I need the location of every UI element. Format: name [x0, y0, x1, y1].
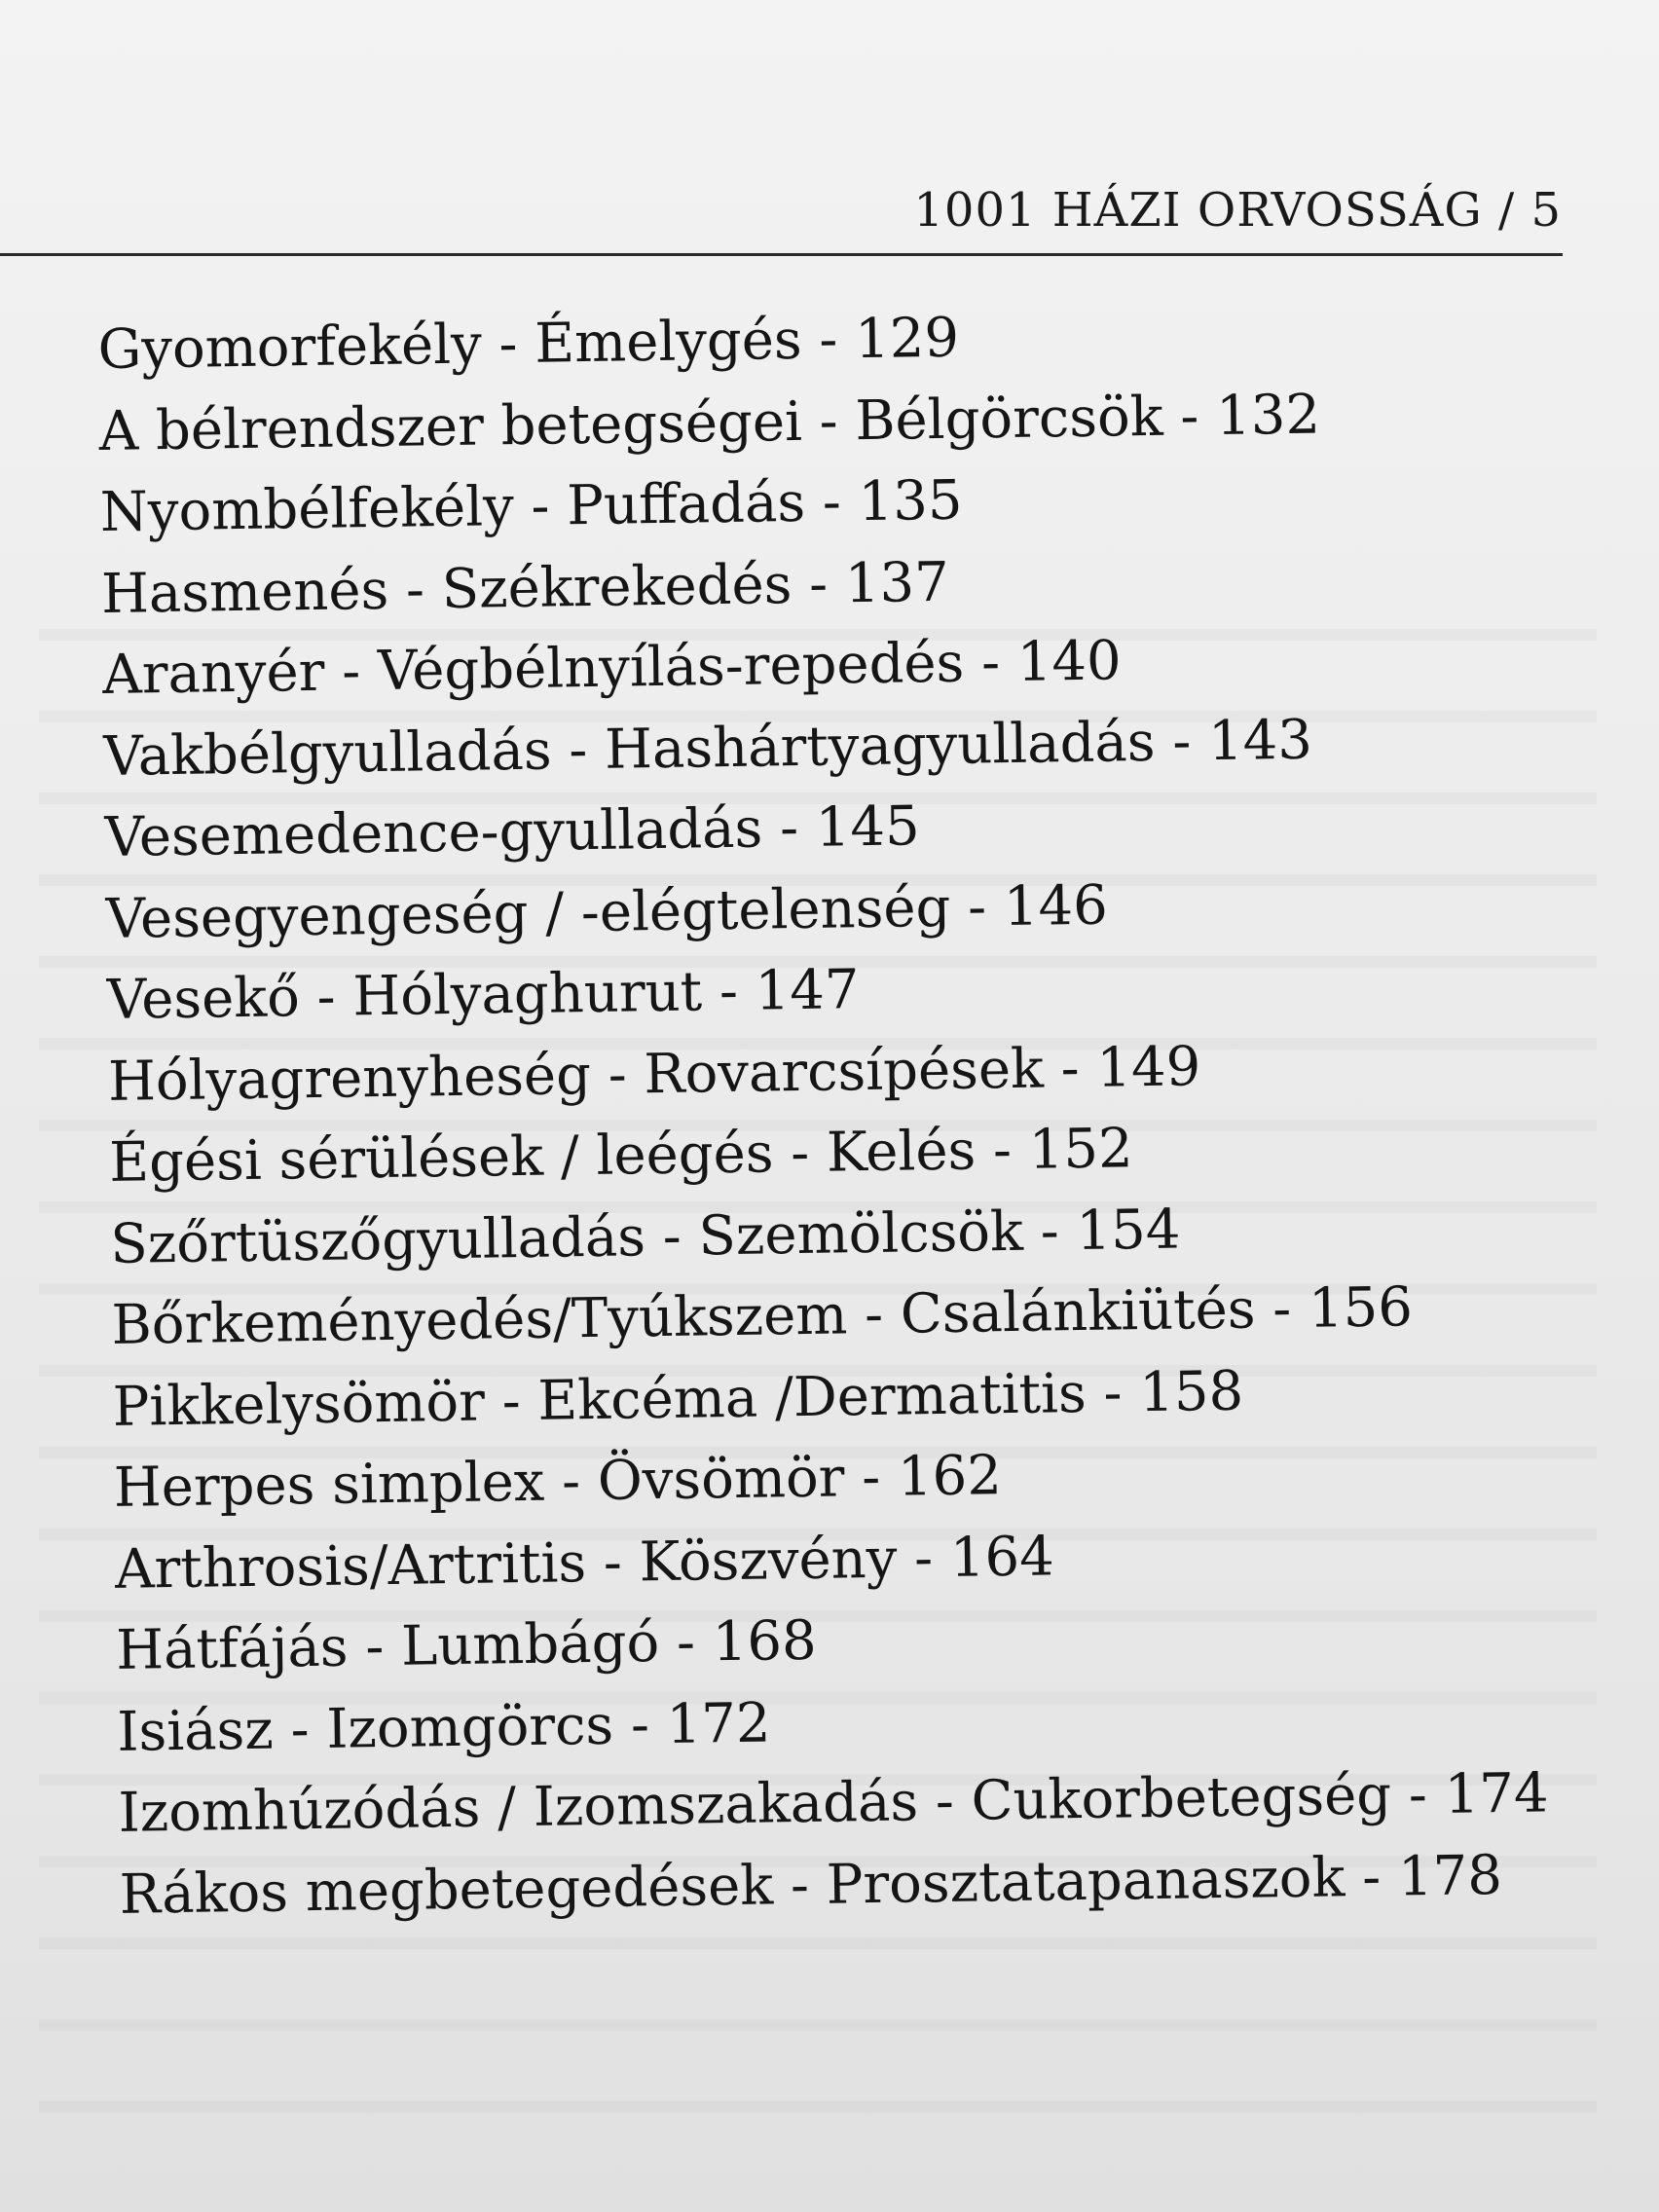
toc-entry: Vakbélgyulladás - Hashártyagyulladás - 143: [102, 708, 1313, 789]
toc-entry: Vesegyengeség / -elégtelenség - 146: [105, 873, 1109, 951]
toc-entry: Égési sérülések / leégés - Kelés - 152: [108, 1117, 1134, 1195]
toc-entry: Hátfájás - Lumbágó - 168: [115, 1608, 818, 1682]
toc-entry: Isiász - Izomgörcs - 172: [116, 1690, 772, 1764]
toc-entry: Vesekő - Hólyaghurut - 147: [106, 958, 861, 1032]
toc-entry: Szőrtüszőgyulladás - Szemölcsök - 154: [109, 1198, 1181, 1276]
toc-entry: Hasmenés - Székrekedés - 137: [100, 550, 950, 626]
toc-entry: Bőrkeményedés/Tyúkszem - Csalánkiütés - 156: [111, 1275, 1414, 1357]
toc-entry: Izomhúzódás / Izomszakadás - Cukorbetegség - 174: [118, 1761, 1549, 1845]
toc-entry: Arthrosis/Artritis - Köszvény - 164: [114, 1524, 1055, 1602]
toc-entry: Pikkelysömör - Ekcéma /Dermatitis - 158: [112, 1359, 1244, 1439]
header-rule: [0, 253, 1563, 256]
running-header: 1001 HÁZI ORVOSSÁG / 5: [913, 183, 1562, 238]
toc-entry: A bélrendszer betegségei - Bélgörcsök - 132: [98, 382, 1321, 463]
toc-entry: Hólyagrenyheség - Rovarcsípések - 149: [107, 1034, 1201, 1114]
toc-entry: Aranyér - Végbélnyílás-repedés - 140: [101, 629, 1123, 707]
toc-entry: Rákos megbetegedések - Prosztatapanaszok - 178: [119, 1843, 1503, 1927]
table-of-contents: [97, 289, 1550, 1935]
toc-entry: Vesemedence-gyulladás - 145: [104, 794, 921, 869]
toc-entry: Nyombélfekély - Puffadás - 135: [99, 468, 963, 544]
toc-entry: Gyomorfekély - Émelygés - 129: [97, 306, 960, 382]
toc-entry: Herpes simplex - Övsömör - 162: [113, 1444, 1003, 1520]
